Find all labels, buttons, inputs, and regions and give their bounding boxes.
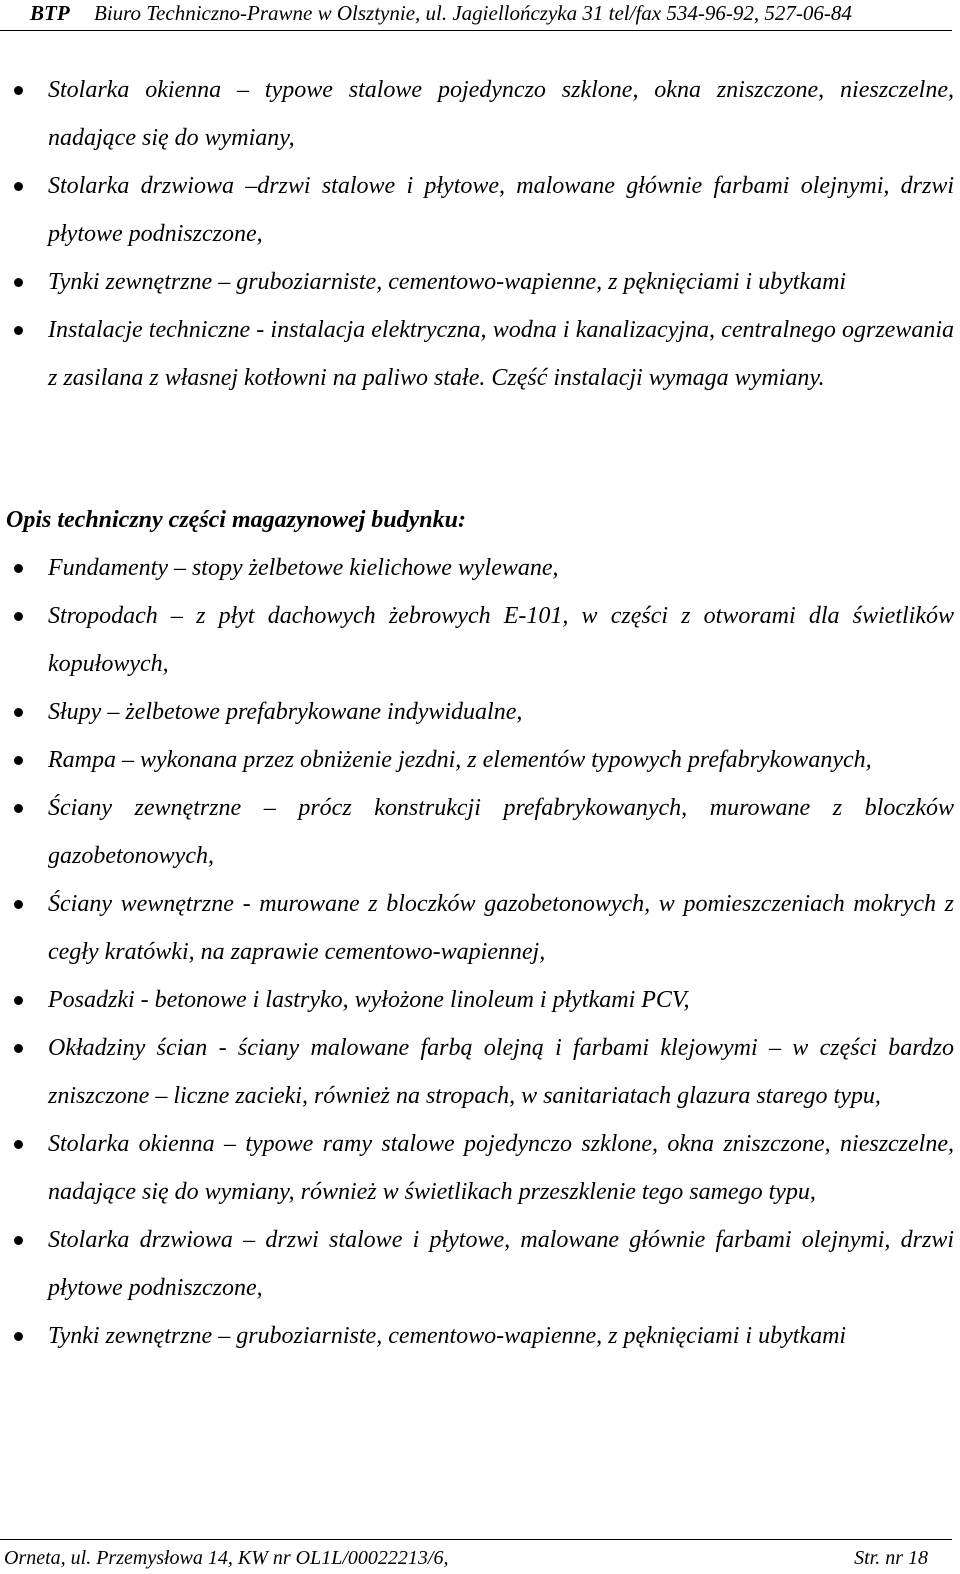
list-item: Instalacje techniczne - instalacja elektryczna, wodna i kanalizacyjna, centralnego ogrzewania z zasilana z własnej kotłowni na paliwo stałe. Część instalacji wymaga wymiany. xyxy=(0,306,960,402)
list-item: Stolarka drzwiowa –drzwi stalowe i płytowe, malowane głównie farbami olejnymi, drzwi płytowe podniszczone, xyxy=(0,162,960,258)
section-heading: Opis techniczny części magazynowej budynku: xyxy=(6,507,466,533)
list-item: Tynki zewnętrzne – gruboziarniste, cementowo-wapienne, z pęknięciami i ubytkami xyxy=(0,1312,960,1360)
list-item: Ściany zewnętrzne – prócz konstrukcji prefabrykowanych, murowane z bloczków gazobetonowych, xyxy=(0,784,960,880)
list-item: Stolarka drzwiowa – drzwi stalowe i płytowe, malowane głównie farbami olejnymi, drzwi płytowe podniszczone, xyxy=(0,1216,960,1312)
page-header xyxy=(0,0,960,30)
list-item: Stropodach – z płyt dachowych żebrowych E-101, w części z otworami dla świetlików kopułowych, xyxy=(0,592,960,688)
page-footer xyxy=(0,1538,960,1573)
footer-divider xyxy=(0,1539,952,1540)
page-number: Str. nr 18 xyxy=(854,1547,928,1569)
list-item: Stolarka okienna – typowe ramy stalowe pojedynczo szklone, okna zniszczone, nieszczelne, nadające się do wymiany, również w świetlikach przeszklenie tego samego typu, xyxy=(0,1120,960,1216)
list-item: Stolarka okienna – typowe stalowe pojedynczo szklone, okna zniszczone, nieszczelne, nadające się do wymiany, xyxy=(0,66,960,162)
list-item: Rampa – wykonana przez obniżenie jezdni, z elementów typowych prefabrykowanych, xyxy=(0,736,960,784)
condition-list-residential xyxy=(0,66,960,402)
header-brand: BTP xyxy=(30,1,70,25)
header-divider xyxy=(0,30,952,31)
footer-address: Orneta, ul. Przemysłowa 14, KW nr OL1L/00022213/6, xyxy=(4,1547,449,1569)
list-item: Posadzki - betonowe i lastryko, wyłożone linoleum i płytkami PCV, xyxy=(0,976,960,1024)
list-item: Okładziny ścian - ściany malowane farbą olejną i farbami klejowymi – w części bardzo zniszczone – liczne zacieki, również na stropach, w sanitariatach glazura starego typu, xyxy=(0,1024,960,1120)
list-item: Tynki zewnętrzne – gruboziarniste, cementowo-wapienne, z pęknięciami i ubytkami xyxy=(0,258,960,306)
list-item: Ściany wewnętrzne - murowane z bloczków gazobetonowych, w pomieszczeniach mokrych z cegły kratówki, na zaprawie cementowo-wapiennej, xyxy=(0,880,960,976)
header-address: Biuro Techniczno-Prawne w Olsztynie, ul. Jagiellończyka 31 tel/fax 534-96-92, 527-06-84 xyxy=(94,1,852,25)
list-item: Fundamenty – stopy żelbetowe kielichowe wylewane, xyxy=(0,544,960,592)
list-item: Słupy – żelbetowe prefabrykowane indywidualne, xyxy=(0,688,960,736)
condition-list-warehouse xyxy=(0,544,960,1360)
